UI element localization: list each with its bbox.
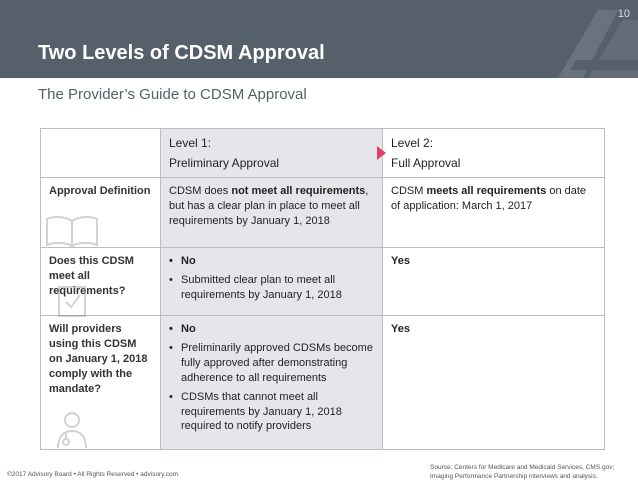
table-row xyxy=(41,316,605,450)
level1-requirements-list xyxy=(169,254,374,303)
source-line-2: Imaging Performance Partnership interviews and analysis. xyxy=(430,472,598,480)
level1-definition-strong: not meet all requirements xyxy=(231,185,366,198)
level1-name: Preliminary Approval xyxy=(169,156,280,171)
checklist-clipboard-icon xyxy=(56,284,90,318)
arrow-right-icon xyxy=(377,146,386,160)
level2-label: Level 2: xyxy=(391,136,434,150)
page-number: 10 xyxy=(617,8,630,20)
table-row xyxy=(41,178,605,248)
row-label-comply-mandate: Will providers using this CDSM on January 1, 2018 comply with the mandate? xyxy=(41,316,161,450)
level1-header xyxy=(161,129,383,178)
level1-requirements-cell xyxy=(161,248,383,316)
level2-header xyxy=(383,129,605,178)
level1-definition-cell xyxy=(161,178,383,248)
source-line-1: Source: Centers for Medicare and Medicaid Services, CMS.gov; xyxy=(430,464,615,471)
doctor-stethoscope-icon xyxy=(52,410,92,450)
row-label-approval-definition: Approval Definition xyxy=(41,178,161,248)
slide-header xyxy=(0,0,638,78)
table-header-row xyxy=(41,129,605,178)
level2-requirements-cell: Yes xyxy=(383,248,605,316)
level1-mandate-cell xyxy=(161,316,383,450)
list-item: • Submitted clear plan to meet all requirements by January 1, 2018 xyxy=(169,273,374,303)
slide-subtitle: The Provider’s Guide to CDSM Approval xyxy=(38,86,307,103)
level2-definition-cell xyxy=(383,178,605,248)
source-footer xyxy=(430,464,614,482)
row-label-meet-requirements: Does this CDSM meet all requirements? xyxy=(41,248,161,316)
level2-name: Full Approval xyxy=(391,156,461,171)
level1-definition-pre: CDSM does xyxy=(169,185,232,198)
copyright-footer: ©2017 Advisory Board • All Rights Reserved • advisory.com xyxy=(7,471,179,478)
table-row xyxy=(41,248,605,316)
list-item: • CDSMs that cannot meet all requirements by January 1, 2018 required to notify providers xyxy=(169,390,374,435)
level1-label: Level 1: xyxy=(169,136,212,150)
level2-mandate-cell: Yes xyxy=(383,316,605,450)
open-book-icon xyxy=(44,215,100,247)
level1-definition-post: , but has a clear plan in place to meet all requirements by January 1, 2018 xyxy=(169,185,369,228)
list-item: • Preliminarily approved CDSMs become fully approved after demonstrating adherence to all requirements xyxy=(169,341,374,386)
level2-definition-strong: meets all requirements xyxy=(426,185,547,198)
list-item: • No xyxy=(169,322,374,337)
level2-definition-pre: CDSM xyxy=(391,185,427,198)
level1-mandate-list xyxy=(169,322,374,434)
list-item: • No xyxy=(169,254,374,269)
slide-title: Two Levels of CDSM Approval xyxy=(38,42,325,64)
level2-definition-post: on date of application: March 1, 2017 xyxy=(391,185,587,213)
approval-comparison-table xyxy=(40,128,605,450)
header-empty-cell xyxy=(41,129,161,178)
